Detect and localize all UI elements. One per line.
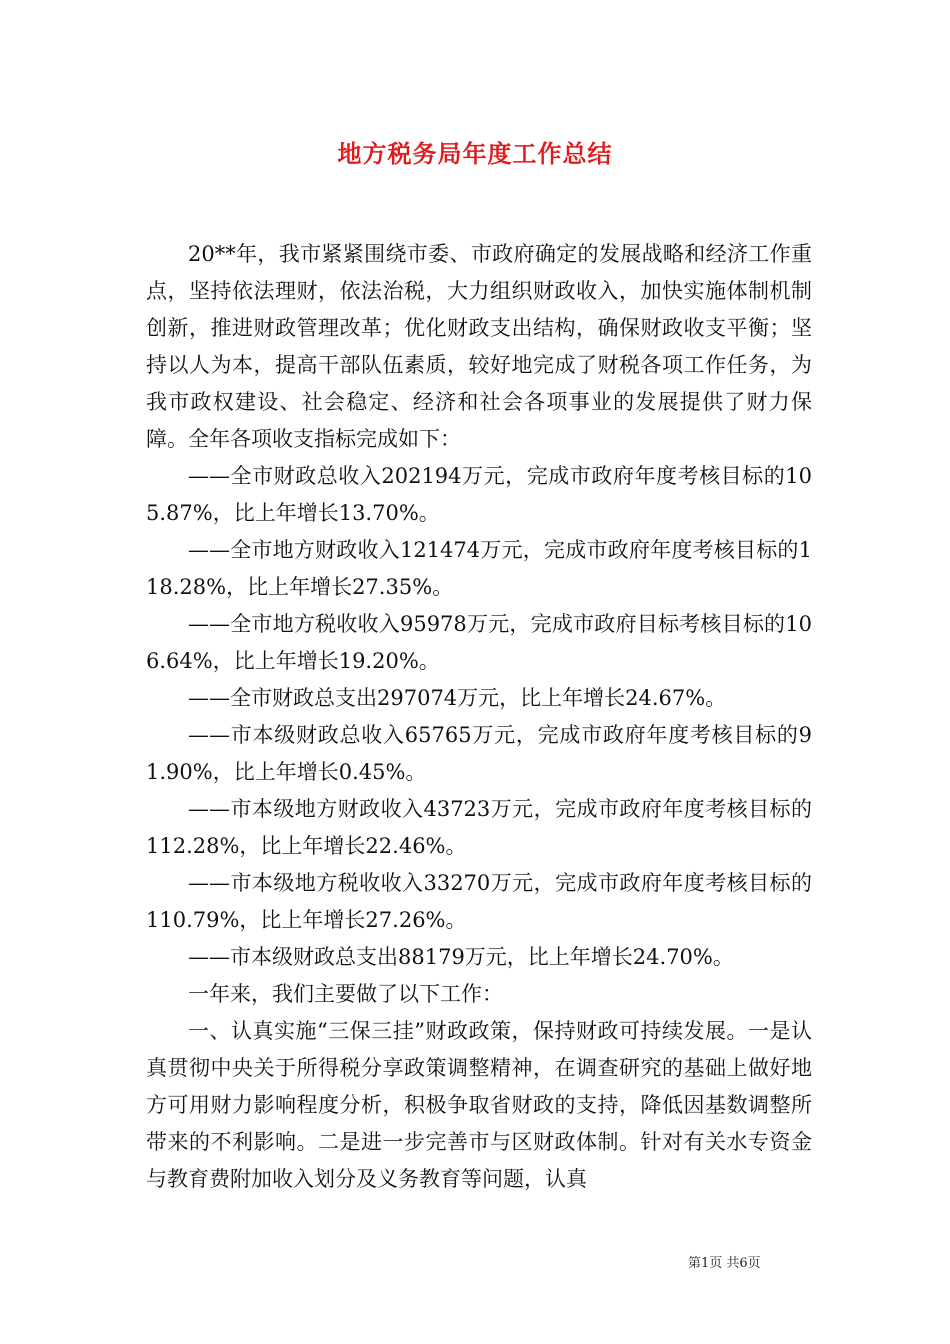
document-body [146, 236, 812, 1198]
paragraph-item-5: ——市本级财政总收入65765万元，完成市政府年度考核目标的91.90%，比上年增长0.45%。 [146, 723, 812, 784]
paragraph-work-intro: 一年来，我们主要做了以下工作： [188, 982, 503, 1006]
paragraph-item-7: ——市本级地方税收收入33270万元，完成市政府年度考核目标的110.79%，比上年增长27.26%。 [146, 871, 812, 932]
paragraph-item-8: ——市本级财政总支出88179万元，比上年增长24.70%。 [188, 945, 734, 969]
paragraph-intro: 20**年，我市紧紧围绕市委、市政府确定的发展战略和经济工作重点，坚持依法理财，依法治税，大力组织财政收入，加快实施体制机制创新，推进财政管理改革；优化财政支出结构，确保财政收支平衡；坚持以人为本，提高干部队伍素质，较好地完成了财税各项工作任务，为我市政权建设、社会稳定、经济和社会各项事业的发展提供了财力保障。全年各项收支指标完成如下： [146, 242, 812, 451]
paragraph-item-2: ——全市地方财政收入121474万元，完成市政府年度考核目标的118.28%，比上年增长27.35%。 [146, 538, 812, 599]
paragraph-section-1: 一、认真实施“三保三挂”财政政策，保持财政可持续发展。一是认真贯彻中央关于所得税分享政策调整精神，在调查研究的基础上做好地方可用财力影响程度分析，积极争取省财政的支持，降低因基数调整所带来的不利影响。二是进一步完善市与区财政体制。针对有关水专资金与教育费附加收入划分及义务教育等问题，认真 [146, 1019, 812, 1191]
paragraph-item-4: ——全市财政总支出297074万元，比上年增长24.67%。 [188, 686, 727, 710]
paragraph-item-1: ——全市财政总收入202194万元，完成市政府年度考核目标的105.87%，比上年增长13.70%。 [146, 464, 812, 525]
document-title: 地方税务局年度工作总结 [337, 139, 613, 168]
paragraph-item-6: ——市本级地方财政收入43723万元，完成市政府年度考核目标的112.28%，比上年增长22.46%。 [146, 797, 812, 858]
paragraph-item-3: ——全市地方税收收入95978万元，完成市政府目标考核目标的106.64%，比上年增长19.20%。 [146, 612, 812, 673]
page-number: 第1页 共6页 [688, 1256, 761, 1271]
